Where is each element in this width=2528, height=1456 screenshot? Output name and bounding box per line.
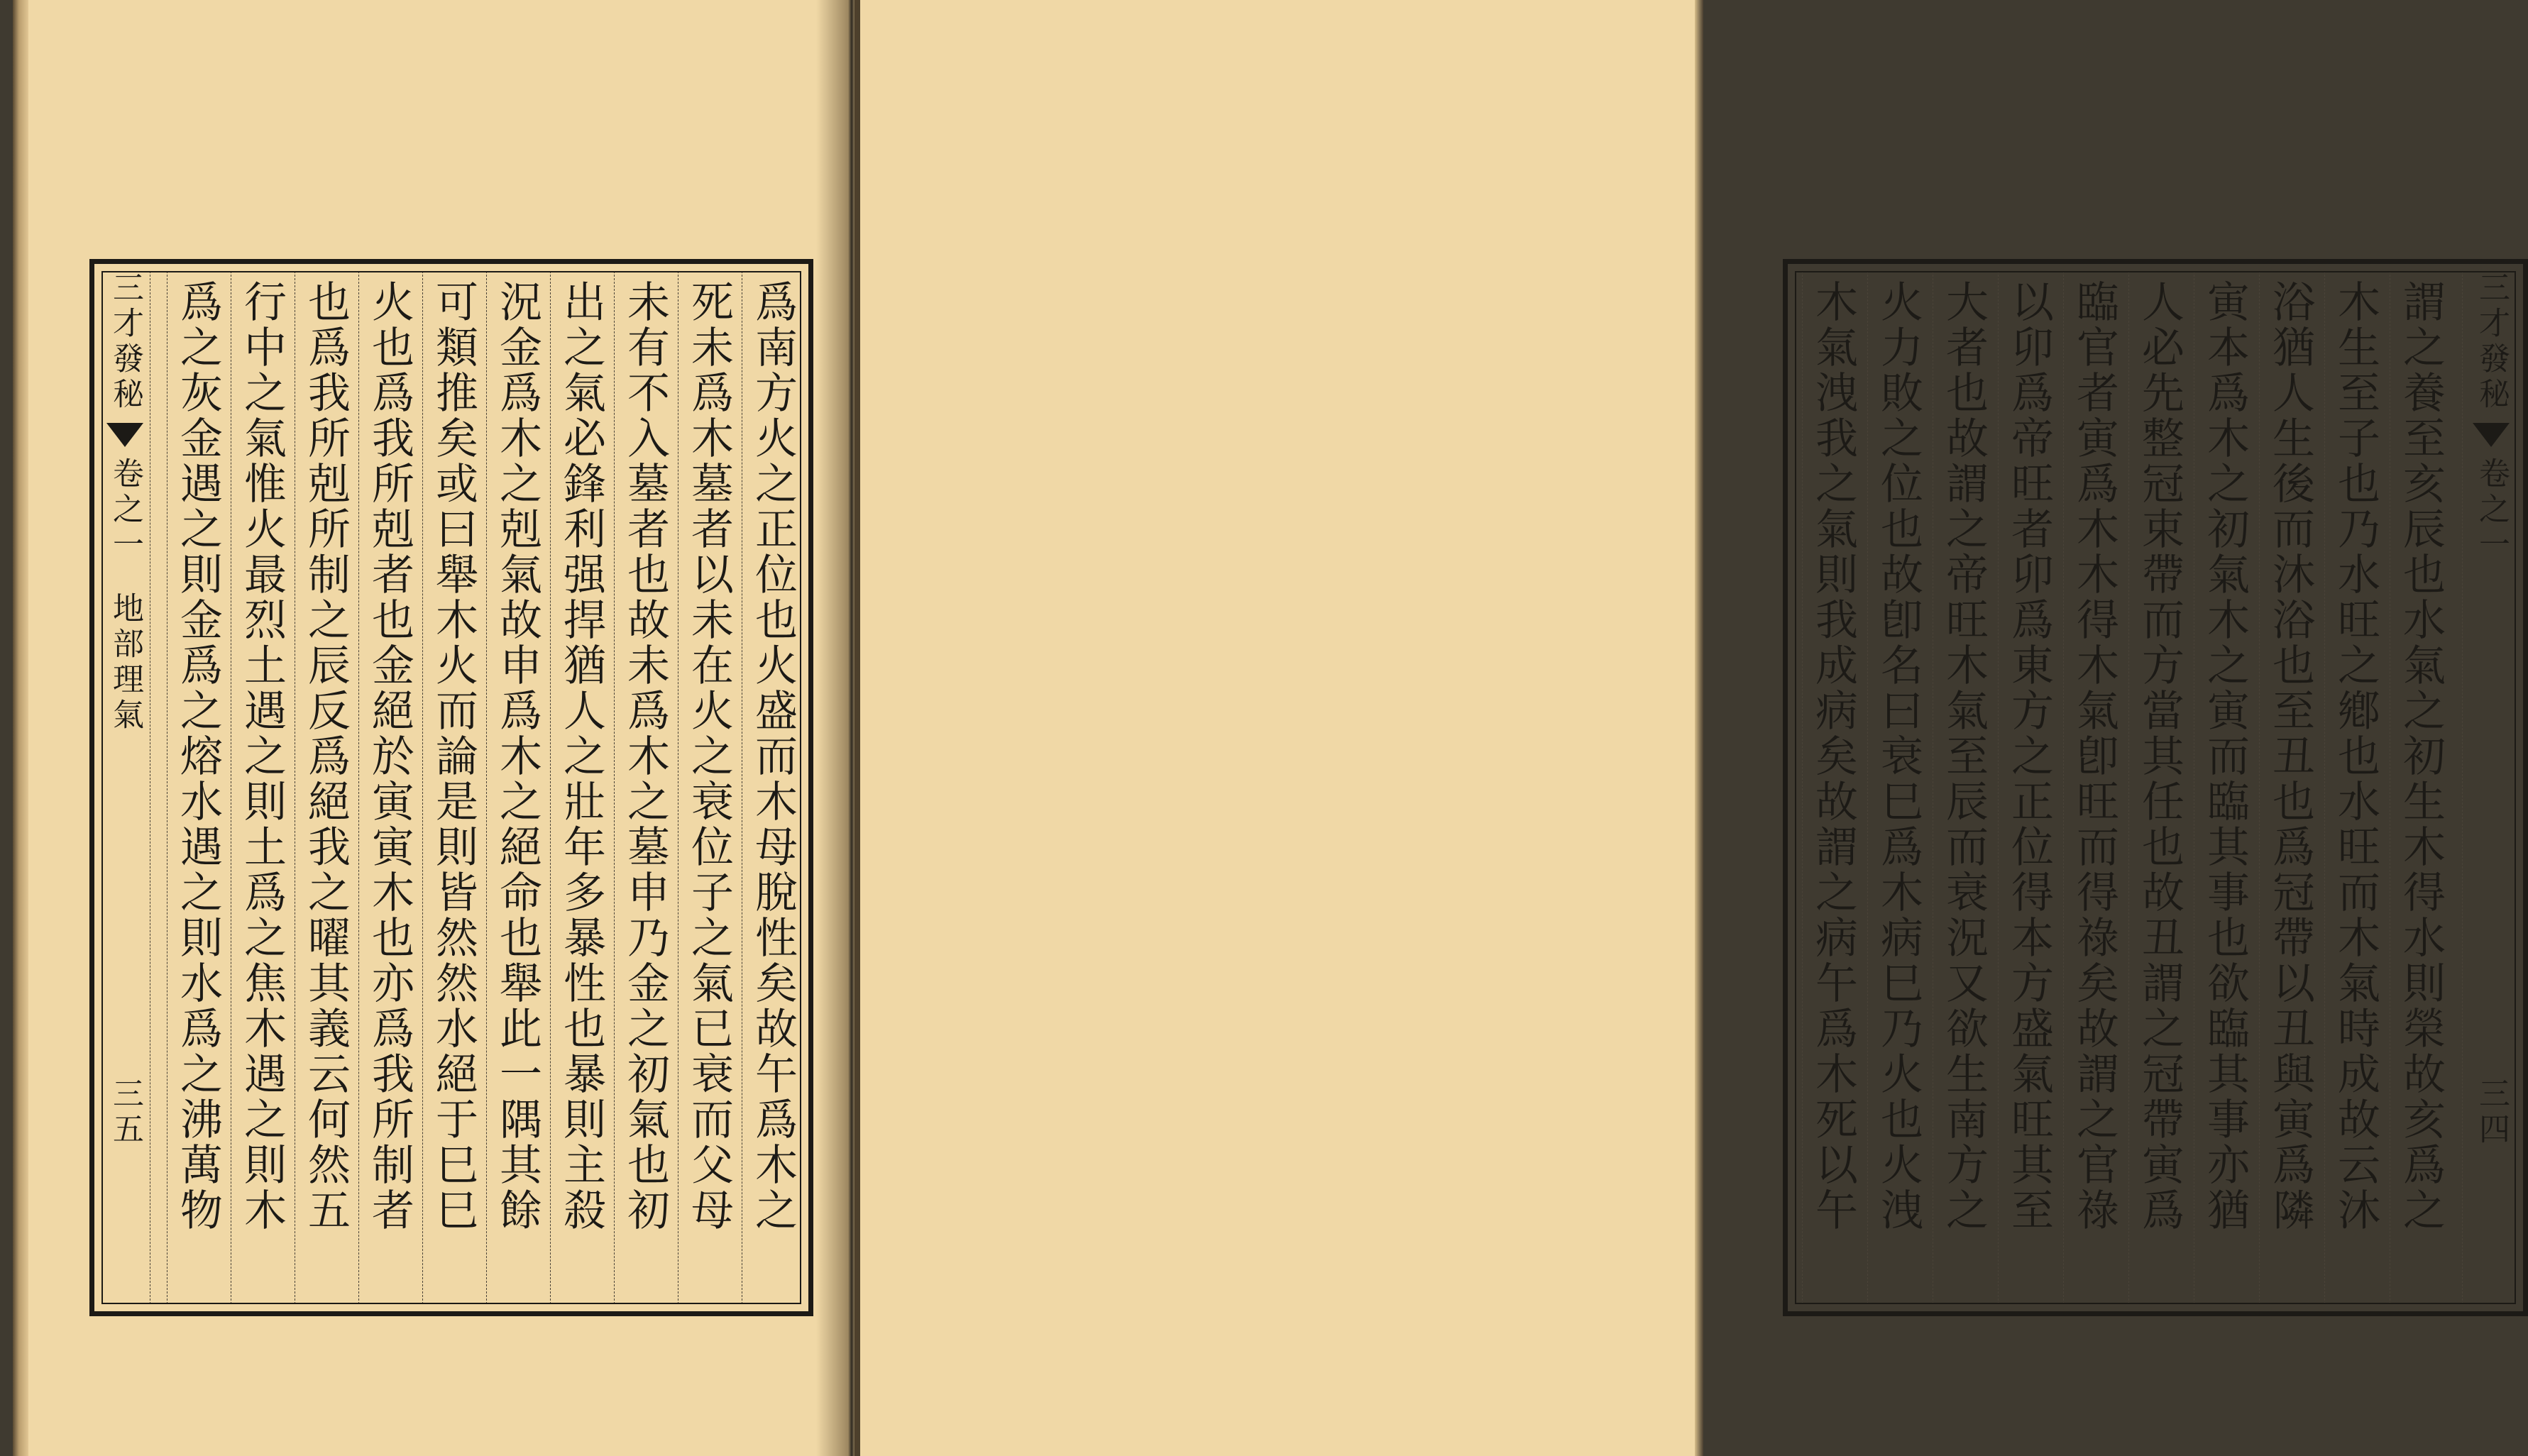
text-column: 寅本爲木之初氣木之寅而臨其事也欲臨其事亦猶 [2200, 280, 2250, 1233]
text-column: 大者也故謂之帝旺木氣至辰而衰況又欲生南方之 [1939, 280, 1989, 1233]
page-stack-edge [13, 0, 28, 1456]
volume-label: 卷之一 [2473, 457, 2510, 563]
left-page [13, 0, 854, 1456]
text-column: 行中之氣惟火最烈土遇之則土爲之焦木遇之則木 [237, 280, 287, 1233]
book-title: 三才發秘 [2473, 271, 2510, 413]
text-column: 未有不入墓者也故未爲木之墓申乃金之初氣也初 [620, 280, 670, 1233]
book-title: 三才發秘 [107, 271, 143, 413]
text-column: 死未爲木墓者以未在火之衰位子之氣已衰而父母 [684, 280, 734, 1233]
text-column: 木氣洩我之氣則我成病矣故謂之病午爲木死以午 [1808, 280, 1858, 1233]
page-number: 三四 [2473, 1077, 2510, 1148]
column-rule [486, 271, 487, 1304]
right-print-frame [1783, 259, 2528, 1316]
column-rule [2462, 271, 2463, 1304]
column-rule [2259, 271, 2260, 1304]
column-rule [422, 271, 423, 1304]
page-stack-edge-right [1695, 0, 1703, 1456]
column-rule [2324, 271, 2325, 1304]
text-column: 爲之灰金遇之則金爲之熔水遇之則水爲之沸萬物 [173, 280, 223, 1233]
text-column: 爲南方火之正位也火盛而木母脫性矣故午爲木之 [748, 280, 798, 1233]
section-label: 地部理氣 [107, 592, 143, 734]
text-column: 況金爲木之剋氣故申爲木之絕命也舉此一隅其餘 [493, 280, 542, 1233]
column-rule [550, 271, 551, 1304]
text-column: 火也爲我所剋者也金絕於寅寅木也亦爲我所制者 [365, 280, 414, 1233]
text-column: 以卯爲帝旺者卯爲東方之正位得本方盛氣旺其至 [2004, 280, 2054, 1233]
right-page [860, 0, 2510, 1456]
text-column: 也爲我所剋所制之辰反爲絕我之曜其義云何然五 [301, 280, 351, 1233]
volume-label: 卷之一 [107, 457, 143, 563]
column-rule [1867, 271, 1868, 1304]
text-column: 可類推矣或曰舉木火而論是則皆然然水絕于巳巳 [429, 280, 478, 1233]
text-column: 謂之養至亥辰也水氣之初生木得水則榮故亥爲之 [2396, 280, 2446, 1233]
column-rule [2128, 271, 2129, 1304]
right-block-center [2471, 271, 2512, 1304]
left-block-center [104, 271, 145, 1304]
left-print-frame [89, 259, 813, 1316]
column-rule [2063, 271, 2064, 1304]
column-rule [614, 271, 615, 1304]
column-rule [358, 271, 359, 1304]
text-column: 人必先整冠束帶而方當其任也故丑謂之冠帶寅爲 [2135, 280, 2184, 1233]
text-column: 木生至子也乃水旺之鄕也水旺而木氣時成故云沐 [2331, 280, 2380, 1233]
text-column: 臨官者寅爲木木得木氣卽旺而得祿矣故謂之官祿 [2070, 280, 2119, 1233]
fishtail-mark [2473, 423, 2510, 447]
page-number: 三五 [107, 1077, 143, 1148]
column-rule [1998, 271, 1999, 1304]
text-column: 浴猶人生後而沐浴也至丑也爲冠帶以丑與寅爲隣 [2265, 280, 2315, 1233]
fishtail-mark [106, 423, 143, 447]
text-column: 出之氣必鋒利强捍猶人之壯年多暴性也暴則主殺 [556, 280, 606, 1233]
text-column: 火力敗之位也故卽名曰衰巳爲木病巳乃火也火洩 [1874, 280, 1923, 1233]
column-rule [1802, 271, 1803, 1304]
